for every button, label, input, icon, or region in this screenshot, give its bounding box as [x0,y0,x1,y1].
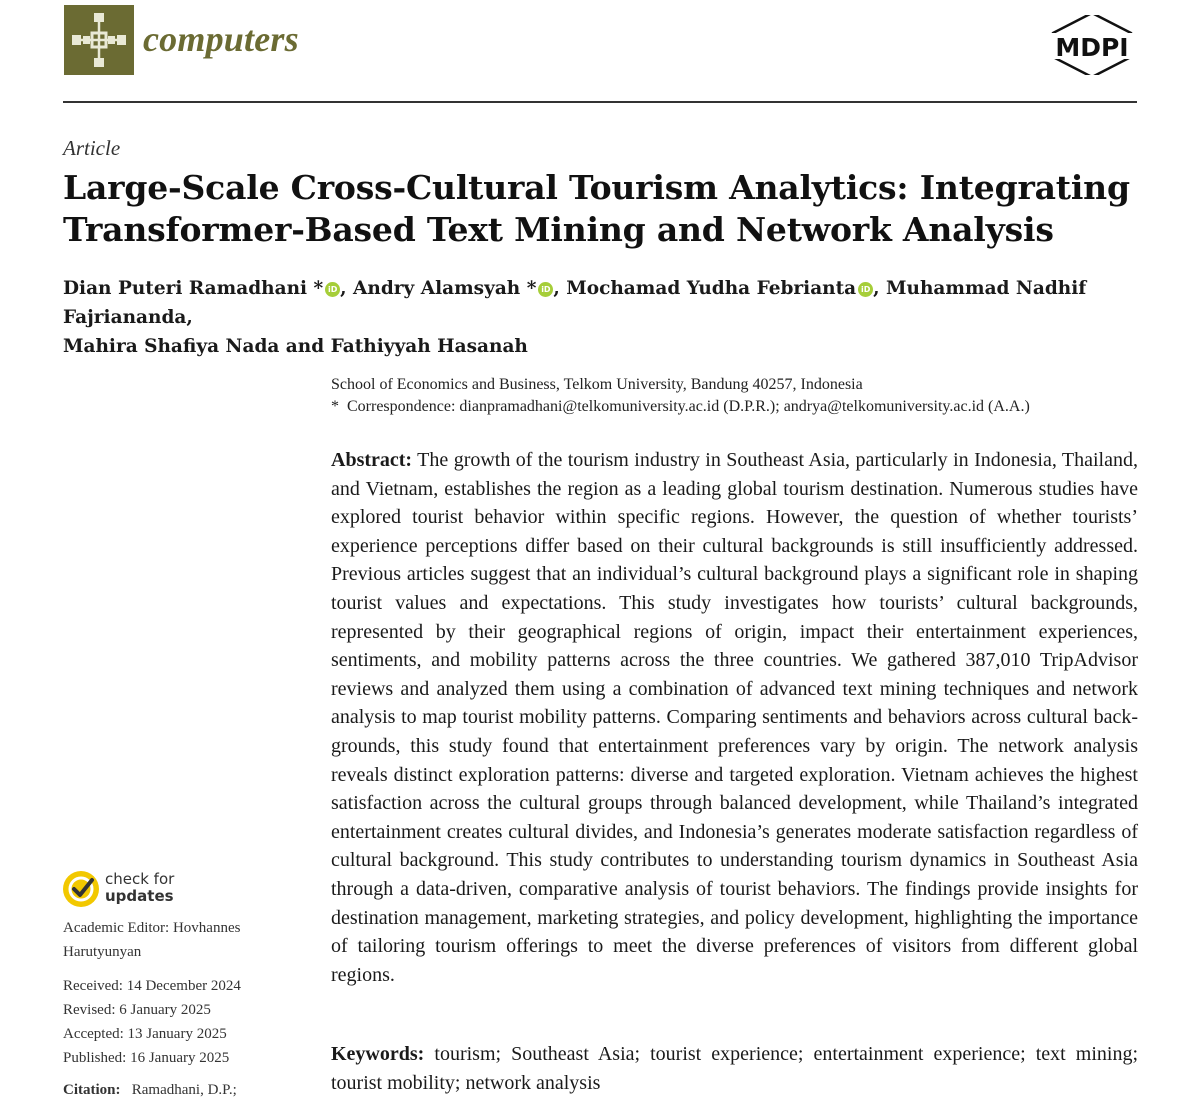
orcid-icon[interactable]: iD [858,282,873,297]
author-list [63,274,1153,361]
received-date: Received: 14 December 2024 [63,978,241,994]
abstract-text: The growth of the tourism industry in Southeast Asia, particularly in Indonesia, Thailand, and Vietnam, establishes the region as a leading global tourism destination. Numerous studies have explored tourist behavior within specific regions. However, the question of whether tourists’ experience perceptions differ based on their cultural backgrounds is still insufficiently addressed. Previous articles suggest that an individual’s cultural background plays a significant role in shaping tourist values and expectations. This study investigates how tourists’ cultural backgrounds, represented by their geographical regions of origin, impact their entertainment experiences, sentiments, and mobility patterns across the three countries. We gathered 387,010 TripAdvisor reviews and analyzed them using a combination of advanced text mining techniques and network analysis to map tourist mobility patterns. Comparing sentiments and behaviors across cultural backgrounds, this study found that entertainment preferences vary by origin. The network analysis reveals distinct exploration patterns: diverse and targeted exploration. Vietnam achieves the highest satisfaction across the cultural groups through balanced development, while Thailand’s integrated entertainment creates cultural divides, and Indonesia’s generates moderate satisfaction regardless of cultural background. This study contributes to understanding tourism dynamics in Southeast Asia through a data-driven, comparative analysis of tourist behaviors. The findings provide insights for destination management, marketing strategies, and policy development, highlighting the importance of tailoring tourism offerings to meet the diverse preferences of visitors from different global regions. [331,449,1138,986]
correspondence-marker: * [331,398,339,415]
journal-logo [64,5,134,75]
header-rule [63,101,1137,103]
citation [63,1078,237,1102]
abstract-label: Abstract: [331,449,413,471]
mdpi-logo [1047,15,1137,75]
citation-text[interactable]: Ramadhani, D.P.; [131,1082,237,1098]
published-date: Published: 16 January 2025 [63,1050,230,1066]
correspondence-text[interactable]: Correspondence: dianpramadhani@telkomuniversity.ac.id (D.P.R.); andrya@telkomuniversity.ac.id (A.A.) [347,398,1030,415]
orcid-icon[interactable]: iD [538,282,553,297]
academic-editor [63,916,240,964]
journal-name: computers [143,19,299,59]
orcid-icon[interactable]: iD [325,282,340,297]
accepted-date: Accepted: 13 January 2025 [63,1026,227,1042]
keywords-text: tourism; Southeast Asia; tourist experience; entertainment experience; text mining; tourist mobility; network analysis [331,1043,1139,1094]
author-line-2[interactable]: Mahira Shafiya Nada and Fathiyyah Hasanah [63,336,528,357]
author-name[interactable]: Dian Puteri Ramadhani * [63,278,324,299]
author-name[interactable]: , Andry Alamsyah * [340,278,537,299]
checkmark-icon [63,871,99,907]
author-name[interactable]: , Mochamad Yudha Febrianta [553,278,857,299]
author-line-1 [63,274,1153,332]
abstract [331,446,1138,989]
network-logo-icon [64,5,134,75]
affiliation: School of Economics and Business, Telkom University, Bandung 40257, Indonesia [331,376,863,393]
publication-dates [63,974,241,1070]
check-for-label: check for [105,870,175,888]
citation-label: Citation: [63,1082,121,1098]
keywords-label: Keywords: [331,1043,425,1065]
revised-date: Revised: 6 January 2025 [63,1002,211,1018]
check-for-updates-text [105,871,174,905]
correspondence [331,396,1030,418]
updates-label: updates [105,887,174,905]
keywords [331,1040,1138,1097]
article-type: Article [63,136,121,160]
mdpi-logo-text: MDPI [1055,33,1129,62]
article-title: Large-Scale Cross-Cultural Tourism Analytics: Integrating Transformer-Based Text Mining and Network Analysis [63,168,1130,249]
check-for-updates-badge[interactable] [63,870,243,910]
academic-editor-line-2: Harutyunyan [63,944,142,960]
author-name[interactable]: , Muhammad Nadhif Fajriananda, [63,278,1087,328]
academic-editor-line-1: Academic Editor: Hovhannes [63,920,241,936]
